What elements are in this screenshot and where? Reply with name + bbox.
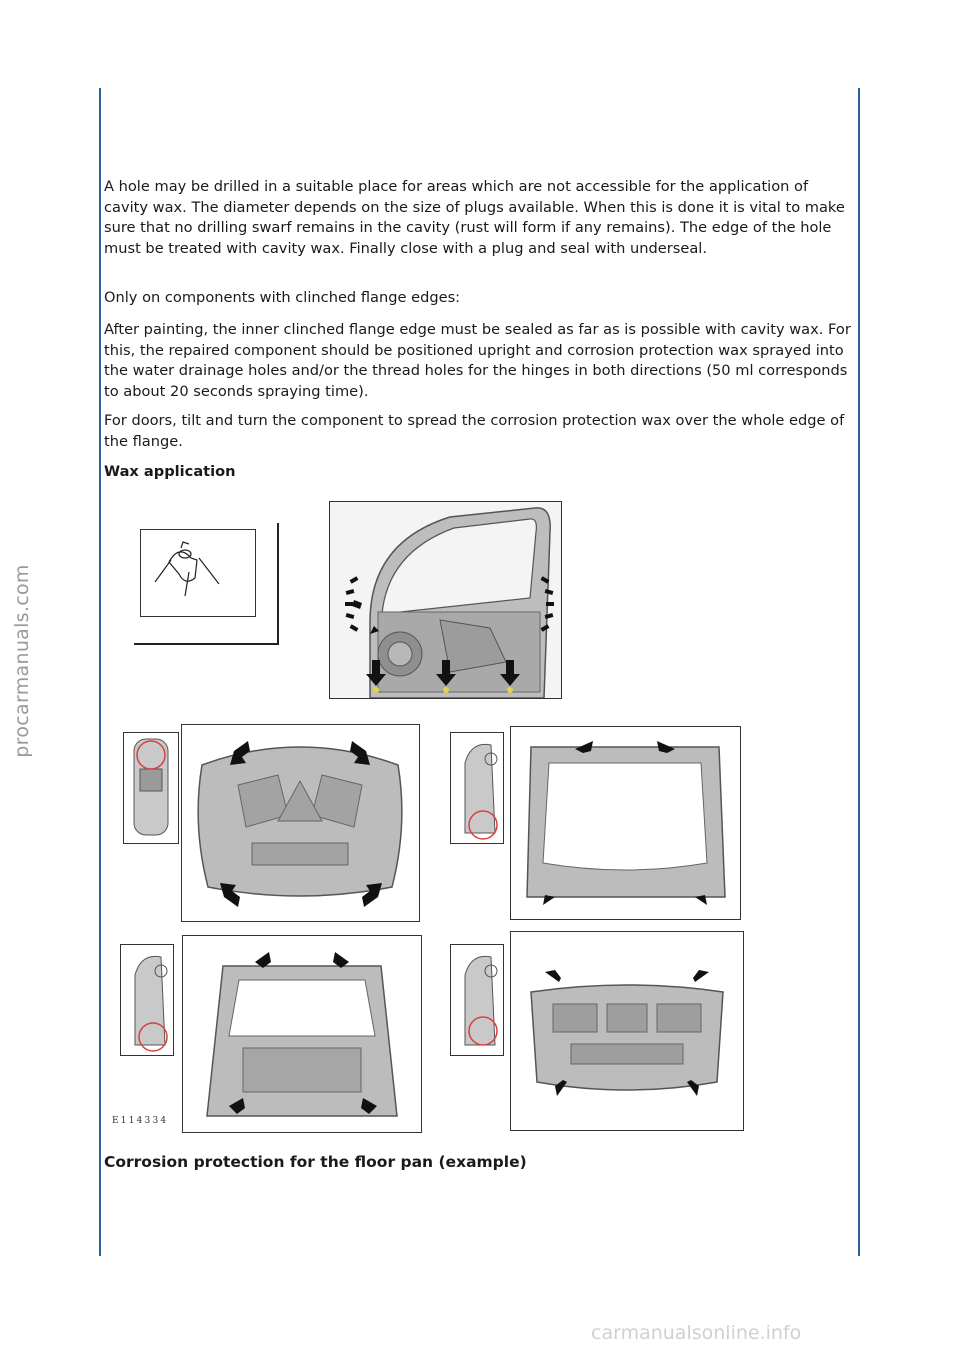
spray-box-shadow-right xyxy=(277,523,279,645)
heading-floor-pan xyxy=(104,1152,856,1173)
spray-box-shadow-bottom xyxy=(134,643,279,645)
liftgate-panel-illustration xyxy=(182,935,422,1133)
car-top-view-hood-icon xyxy=(123,732,179,844)
door-panel-illustration xyxy=(329,501,562,699)
paragraph-doors xyxy=(104,411,856,452)
paragraph-after-painting-text: After painting, the inner clinched flange edge must be sealed as far as is possible with cavity wax. For this, the repaired component should be positioned upright and corrosion protection wax sprayed into the water drainage holes and/or the thread holes for the hinges in both directions (50 ml corresponds to about 20 seconds spraying time). xyxy=(104,321,851,400)
hood-panel-illustration xyxy=(181,724,420,922)
figure-code: E114334 xyxy=(112,1116,169,1126)
paragraph-doors-text: For doors, tilt and turn the component to spread the corrosion protection wax over the whole edge of the flange. xyxy=(104,412,845,450)
heading-floor-pan-text: Corrosion protection for the floor pan (example) xyxy=(104,1153,527,1171)
spray-can-icon xyxy=(140,529,256,617)
car-side-view-tailgate-icon xyxy=(450,732,504,844)
paragraph-after-painting xyxy=(104,320,856,402)
car-side-view-bootlid-icon xyxy=(450,944,504,1056)
heading-wax-application-text: Wax application xyxy=(104,463,236,480)
side-watermark: procarmanuals.com xyxy=(11,564,33,758)
bootlid-panel-illustration xyxy=(510,931,744,1131)
tailgate-frame-illustration xyxy=(510,726,741,920)
paragraph-clinched-text: Only on components with clinched flange edges: xyxy=(104,289,461,306)
right-margin-rule xyxy=(858,88,860,1256)
wax-application-figure xyxy=(100,498,758,1138)
heading-wax-application xyxy=(104,462,856,483)
car-side-view-liftgate-icon xyxy=(120,944,174,1056)
paragraph-clinched xyxy=(104,288,856,309)
bottom-watermark: carmanualsonline.info xyxy=(591,1322,802,1344)
paragraph-drilling-text: A hole may be drilled in a suitable place for areas which are not accessible for the application of cavity wax. The diameter depends on the size of plugs available. When this is done it is vital to make sure that no drilling swarf remains in the cavity (rust will form if any remains). The edge of the hole must be treated with cavity wax. Finally close with a plug and seal with underseal. xyxy=(104,178,845,257)
paragraph-drilling xyxy=(104,177,856,259)
